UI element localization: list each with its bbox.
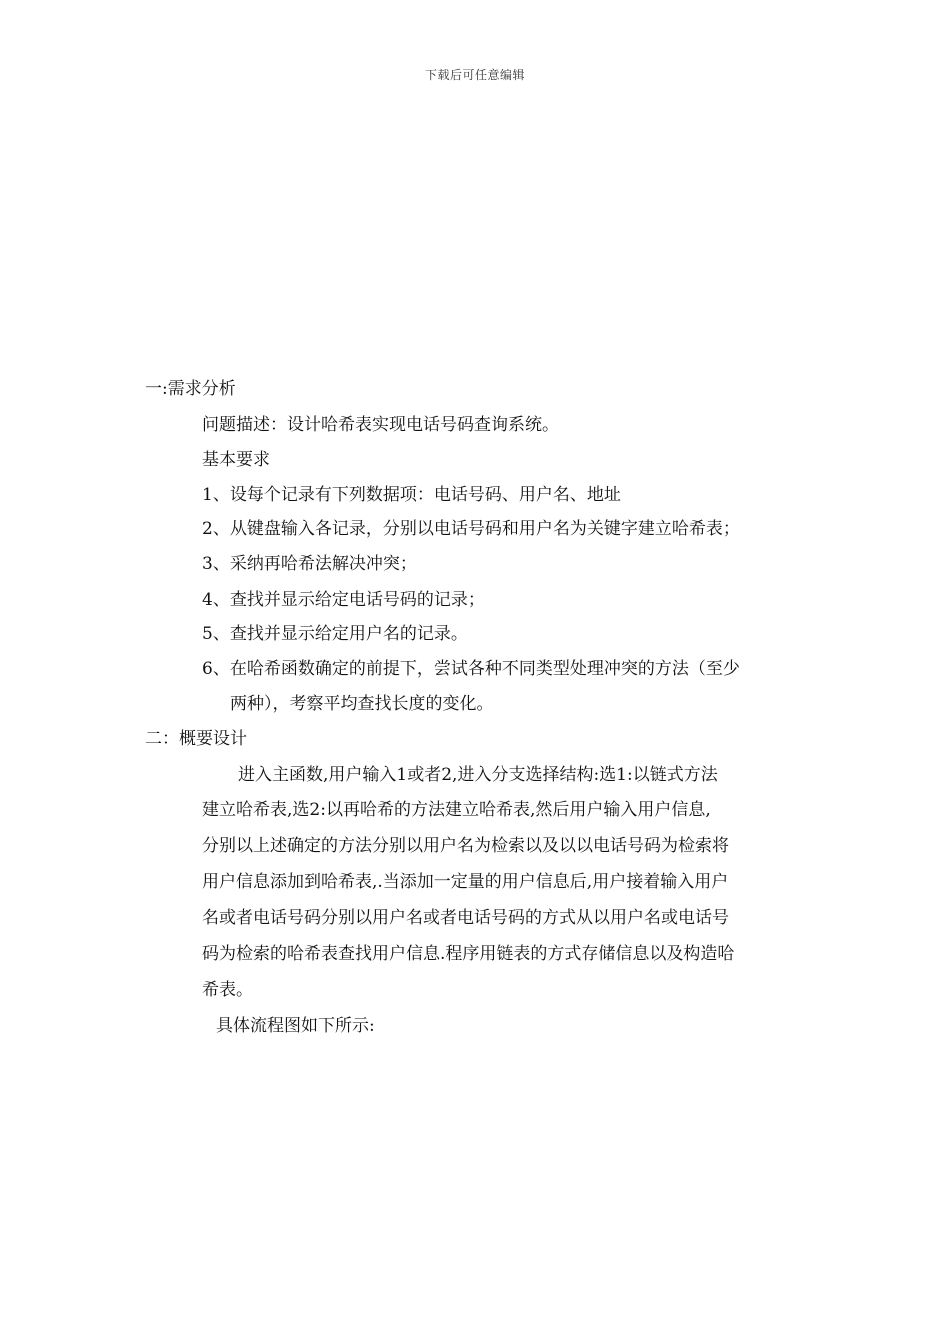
requirement-item: 3、采纳再哈希法解决冲突； <box>202 554 417 574</box>
basic-requirements-heading: 基本要求 <box>202 450 270 470</box>
flowchart-intro: 具体流程图如下所示: <box>216 1016 375 1036</box>
problem-description: 问题描述：设计哈希表实现电话号码查询系统。 <box>202 415 559 435</box>
paragraph-line: 分别以上述确定的方法分别以用户名为检索以及以以电话号码为检索将 <box>202 836 729 856</box>
requirement-item: 1、设每个记录有下列数据项：电话号码、用户名、地址 <box>202 485 621 505</box>
paragraph-line: 名或者电话号码分别以用户名或者电话号码的方式从以用户名或电话号 <box>202 908 729 928</box>
requirement-item: 4、查找并显示给定电话号码的记录； <box>202 590 485 610</box>
requirement-item: 5、查找并显示给定用户名的记录。 <box>202 624 468 644</box>
section1-title: 一:需求分析 <box>145 379 236 399</box>
paragraph-line: 进入主函数,用户输入1或者2,进入分支选择结构:选1:以链式方法 <box>238 765 718 785</box>
header-note: 下载后可任意编辑 <box>424 68 525 82</box>
requirement-item: 6、在哈希函数确定的前提下，尝试各种不同类型处理冲突的方法（至少 <box>202 659 740 679</box>
requirement-item: 2、从键盘输入各记录，分别以电话号码和用户名为关键字建立哈希表； <box>202 519 740 539</box>
paragraph-line: 希表。 <box>202 980 253 1000</box>
paragraph-line: 码为检索的哈希表查找用户信息.程序用链表的方式存储信息以及构造哈 <box>202 944 735 964</box>
section2-title: 二：概要设计 <box>145 729 247 749</box>
paragraph-line: 建立哈希表,选2:以再哈希的方法建立哈希表,然后用户输入用户信息, <box>202 800 711 820</box>
requirement-item-continued: 两种），考察平均查找长度的变化。 <box>230 694 494 714</box>
paragraph-line: 用户信息添加到哈希表,.当添加一定量的用户信息后,用户接着输入用户 <box>202 872 729 892</box>
